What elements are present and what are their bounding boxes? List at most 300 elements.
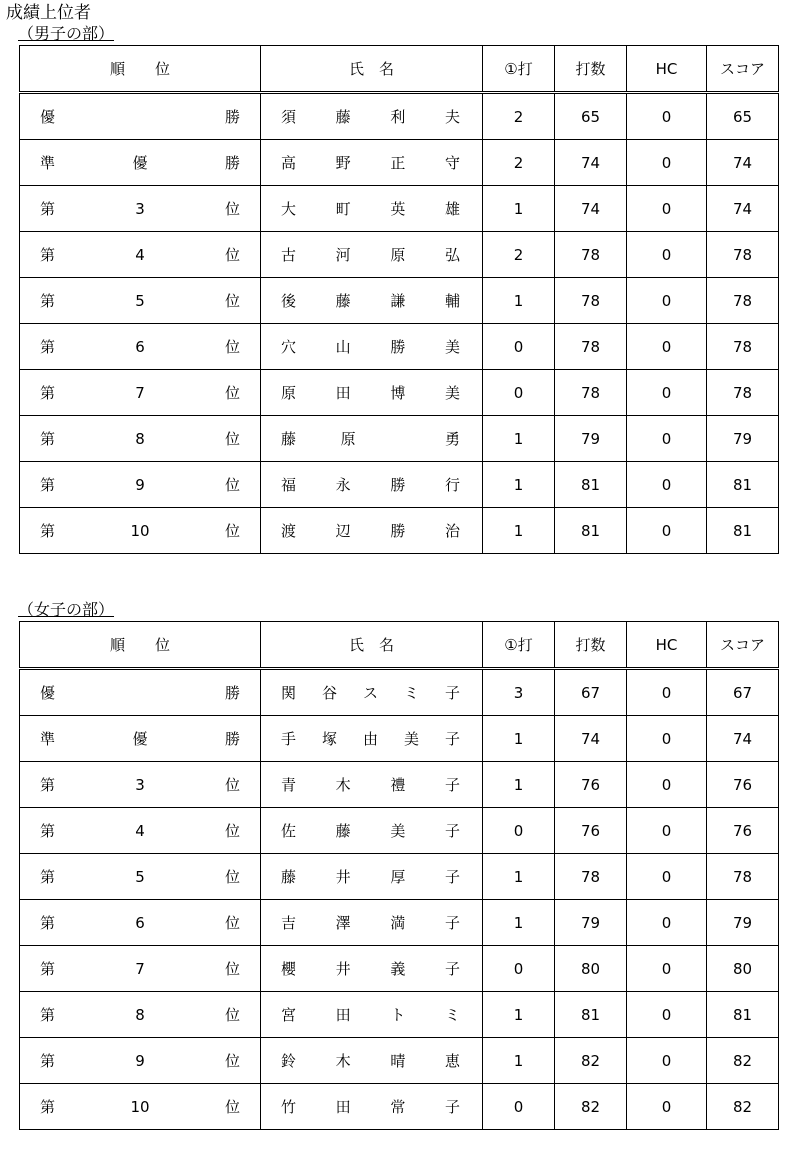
score-cell: 67 xyxy=(707,669,779,716)
rank-part: 位 xyxy=(224,868,240,886)
first-hole-cell: 2 xyxy=(483,140,555,186)
strokes-header: 打数 xyxy=(555,46,627,93)
rank-part: 第 xyxy=(40,1052,56,1070)
rank-cell xyxy=(20,462,261,508)
rank-part: 8 xyxy=(135,429,145,448)
score-cell: 76 xyxy=(707,762,779,808)
table-row xyxy=(20,808,779,854)
name-header: 氏 名 xyxy=(261,46,483,93)
player-name-char: 古 xyxy=(281,246,297,264)
player-name-char: 勝 xyxy=(390,338,406,356)
player-name-cell xyxy=(261,93,483,140)
player-name-char: 渡 xyxy=(281,522,297,540)
player-name-cell xyxy=(261,1084,483,1130)
strokes-cell: 78 xyxy=(555,370,627,416)
player-name-char: 原 xyxy=(390,246,406,264)
rank-header: 順 位 xyxy=(20,622,261,669)
player-name-cell xyxy=(261,232,483,278)
men-table-body xyxy=(20,93,779,554)
player-name-char: 青 xyxy=(281,776,297,794)
rank-part: 勝 xyxy=(224,684,240,702)
rank-cell xyxy=(20,992,261,1038)
player-name-char: ス xyxy=(362,684,378,702)
table-row xyxy=(20,324,779,370)
rank-part: 9 xyxy=(135,475,145,494)
player-name-char: 木 xyxy=(335,1052,351,1070)
player-name-char: 辺 xyxy=(335,522,351,540)
first-hole-cell: 3 xyxy=(483,669,555,716)
strokes-cell: 78 xyxy=(555,324,627,370)
player-name-char: ミ xyxy=(403,684,419,702)
first-hole-header: ①打 xyxy=(483,46,555,93)
rank-part: 位 xyxy=(224,430,240,448)
rank-part: 第 xyxy=(40,246,56,264)
strokes-cell: 79 xyxy=(555,900,627,946)
player-name-char: 河 xyxy=(335,246,351,264)
rank-part: 位 xyxy=(224,1006,240,1024)
player-name-cell xyxy=(261,669,483,716)
score-cell: 79 xyxy=(707,900,779,946)
player-name-char: 守 xyxy=(444,154,460,172)
player-name-char: ト xyxy=(390,1006,406,1024)
player-name-char: 輔 xyxy=(444,292,460,310)
rank-part: 第 xyxy=(40,960,56,978)
player-name-char: 佐 xyxy=(281,822,297,840)
table-row xyxy=(20,669,779,716)
hc-cell: 0 xyxy=(627,278,707,324)
hc-cell: 0 xyxy=(627,232,707,278)
first-hole-cell: 1 xyxy=(483,854,555,900)
strokes-cell: 67 xyxy=(555,669,627,716)
rank-part: 第 xyxy=(40,776,56,794)
player-name-char: 治 xyxy=(444,522,460,540)
rank-part: 第 xyxy=(40,1098,56,1116)
player-name-char: 勇 xyxy=(444,430,460,448)
hc-cell: 0 xyxy=(627,669,707,716)
player-name-char: 恵 xyxy=(444,1052,460,1070)
hc-cell: 0 xyxy=(627,93,707,140)
player-name-char: 厚 xyxy=(390,868,406,886)
rank-part: 第 xyxy=(40,384,56,402)
score-cell: 78 xyxy=(707,232,779,278)
rank-part: 位 xyxy=(224,1052,240,1070)
rank-cell xyxy=(20,232,261,278)
score-cell: 78 xyxy=(707,370,779,416)
table-row xyxy=(20,508,779,554)
player-name-char: 子 xyxy=(444,684,460,702)
hc-cell: 0 xyxy=(627,762,707,808)
rank-cell xyxy=(20,900,261,946)
hc-cell: 0 xyxy=(627,992,707,1038)
player-name-char: 藤 xyxy=(335,822,351,840)
score-cell: 76 xyxy=(707,808,779,854)
player-name-char: 正 xyxy=(390,154,406,172)
player-name-char: 藤 xyxy=(335,292,351,310)
player-name-cell xyxy=(261,992,483,1038)
player-name-char: 弘 xyxy=(444,246,460,264)
player-name-char: 澤 xyxy=(335,914,351,932)
player-name-char: 晴 xyxy=(390,1052,406,1070)
rank-cell xyxy=(20,140,261,186)
table-row xyxy=(20,462,779,508)
rank-part: 5 xyxy=(135,867,145,886)
first-hole-cell: 2 xyxy=(483,232,555,278)
rank-cell xyxy=(20,278,261,324)
player-name-char: 井 xyxy=(335,868,351,886)
rank-part: 第 xyxy=(40,914,56,932)
rank-part: 優 xyxy=(40,684,56,702)
table-row xyxy=(20,854,779,900)
rank-part: 準 xyxy=(40,730,56,748)
strokes-cell: 79 xyxy=(555,416,627,462)
player-name-cell xyxy=(261,716,483,762)
hc-cell: 0 xyxy=(627,186,707,232)
rank-part: 7 xyxy=(135,959,145,978)
rank-part: 準 xyxy=(40,154,56,172)
rank-part: 位 xyxy=(224,914,240,932)
first-hole-cell: 1 xyxy=(483,1038,555,1084)
player-name-cell xyxy=(261,508,483,554)
rank-cell xyxy=(20,370,261,416)
rank-cell xyxy=(20,854,261,900)
player-name-char: 雄 xyxy=(444,200,460,218)
player-name-char: 行 xyxy=(444,476,460,494)
table-row xyxy=(20,946,779,992)
rank-part: 10 xyxy=(130,521,150,540)
strokes-cell: 82 xyxy=(555,1084,627,1130)
first-hole-cell: 1 xyxy=(483,416,555,462)
women-table-body xyxy=(20,669,779,1130)
score-cell: 82 xyxy=(707,1038,779,1084)
table-header-row xyxy=(20,622,779,669)
strokes-cell: 81 xyxy=(555,462,627,508)
player-name-char: 博 xyxy=(390,384,406,402)
hc-cell: 0 xyxy=(627,416,707,462)
player-name-char: 田 xyxy=(335,384,351,402)
first-hole-cell: 0 xyxy=(483,370,555,416)
rank-part: 優 xyxy=(132,154,148,172)
score-cell: 81 xyxy=(707,992,779,1038)
table-row xyxy=(20,900,779,946)
strokes-cell: 78 xyxy=(555,278,627,324)
strokes-cell: 80 xyxy=(555,946,627,992)
hc-cell: 0 xyxy=(627,370,707,416)
first-hole-cell: 1 xyxy=(483,462,555,508)
rank-cell xyxy=(20,508,261,554)
strokes-cell: 74 xyxy=(555,140,627,186)
rank-part: 位 xyxy=(224,776,240,794)
hc-cell: 0 xyxy=(627,462,707,508)
first-hole-cell: 1 xyxy=(483,186,555,232)
hc-cell: 0 xyxy=(627,854,707,900)
player-name-char: 原 xyxy=(281,384,297,402)
first-hole-cell: 1 xyxy=(483,508,555,554)
first-hole-header: ①打 xyxy=(483,622,555,669)
player-name-char: 野 xyxy=(335,154,351,172)
strokes-cell: 76 xyxy=(555,808,627,854)
first-hole-cell: 1 xyxy=(483,278,555,324)
rank-cell xyxy=(20,186,261,232)
player-name-char: 竹 xyxy=(281,1098,297,1116)
rank-part: 6 xyxy=(135,913,145,932)
table-row xyxy=(20,716,779,762)
player-name-char: 美 xyxy=(444,384,460,402)
rank-part: 優 xyxy=(132,730,148,748)
rank-part: 位 xyxy=(224,1098,240,1116)
table-row xyxy=(20,278,779,324)
player-name-char: 木 xyxy=(335,776,351,794)
player-name-char: 利 xyxy=(390,108,406,126)
rank-part: 5 xyxy=(135,291,145,310)
rank-part: 4 xyxy=(135,245,145,264)
player-name-char: 原 xyxy=(340,430,356,448)
player-name-cell xyxy=(261,1038,483,1084)
rank-part: 勝 xyxy=(224,108,240,126)
rank-cell xyxy=(20,1038,261,1084)
player-name-cell xyxy=(261,946,483,992)
first-hole-cell: 0 xyxy=(483,324,555,370)
rank-cell xyxy=(20,762,261,808)
hc-cell: 0 xyxy=(627,508,707,554)
rank-part: 第 xyxy=(40,522,56,540)
first-hole-cell: 1 xyxy=(483,900,555,946)
score-cell: 78 xyxy=(707,854,779,900)
player-name-char: 子 xyxy=(444,822,460,840)
strokes-cell: 74 xyxy=(555,716,627,762)
strokes-cell: 65 xyxy=(555,93,627,140)
table-row xyxy=(20,1038,779,1084)
rank-part: 10 xyxy=(130,1097,150,1116)
hc-cell: 0 xyxy=(627,1084,707,1130)
player-name-char: 謙 xyxy=(390,292,406,310)
player-name-cell xyxy=(261,370,483,416)
player-name-char: 美 xyxy=(390,822,406,840)
strokes-header: 打数 xyxy=(555,622,627,669)
player-name-cell xyxy=(261,462,483,508)
rank-part: 位 xyxy=(224,292,240,310)
rank-part: 第 xyxy=(40,822,56,840)
player-name-char: 勝 xyxy=(390,522,406,540)
player-name-char: 吉 xyxy=(281,914,297,932)
strokes-cell: 74 xyxy=(555,186,627,232)
score-cell: 65 xyxy=(707,93,779,140)
rank-part: 位 xyxy=(224,200,240,218)
women-results-table xyxy=(19,621,779,1130)
strokes-cell: 82 xyxy=(555,1038,627,1084)
player-name-cell xyxy=(261,416,483,462)
rank-part: 第 xyxy=(40,1006,56,1024)
rank-part: 6 xyxy=(135,337,145,356)
table-row xyxy=(20,762,779,808)
player-name-char: 英 xyxy=(390,200,406,218)
score-cell: 78 xyxy=(707,324,779,370)
hc-cell: 0 xyxy=(627,324,707,370)
player-name-char: 満 xyxy=(390,914,406,932)
first-hole-cell: 1 xyxy=(483,762,555,808)
rank-part: 7 xyxy=(135,383,145,402)
rank-part: 第 xyxy=(40,430,56,448)
player-name-cell xyxy=(261,140,483,186)
player-name-char: 美 xyxy=(403,730,419,748)
score-cell: 78 xyxy=(707,278,779,324)
first-hole-cell: 1 xyxy=(483,992,555,1038)
rank-part: 第 xyxy=(40,868,56,886)
player-name-char: 子 xyxy=(444,914,460,932)
score-cell: 79 xyxy=(707,416,779,462)
strokes-cell: 81 xyxy=(555,992,627,1038)
hc-cell: 0 xyxy=(627,808,707,854)
player-name-char: 義 xyxy=(390,960,406,978)
player-name-char: 子 xyxy=(444,1098,460,1116)
rank-cell xyxy=(20,1084,261,1130)
rank-part: 第 xyxy=(40,338,56,356)
rank-part: 4 xyxy=(135,821,145,840)
table-row xyxy=(20,370,779,416)
strokes-cell: 81 xyxy=(555,508,627,554)
rank-part: 3 xyxy=(135,775,145,794)
player-name-cell xyxy=(261,278,483,324)
player-name-char: 穴 xyxy=(281,338,297,356)
strokes-cell: 78 xyxy=(555,854,627,900)
men-results-table xyxy=(19,45,779,554)
player-name-char: 塚 xyxy=(321,730,337,748)
score-cell: 81 xyxy=(707,508,779,554)
rank-part: 第 xyxy=(40,292,56,310)
player-name-cell xyxy=(261,854,483,900)
player-name-char: 子 xyxy=(444,868,460,886)
player-name-char: 藤 xyxy=(281,868,297,886)
hc-cell: 0 xyxy=(627,716,707,762)
table-row xyxy=(20,1084,779,1130)
hc-header: HC xyxy=(627,46,707,93)
score-cell: 74 xyxy=(707,140,779,186)
player-name-char: 山 xyxy=(335,338,351,356)
rank-part: 勝 xyxy=(224,154,240,172)
player-name-char: 大 xyxy=(281,200,297,218)
men-section-label: （男子の部） xyxy=(18,24,115,43)
hc-cell: 0 xyxy=(627,946,707,992)
player-name-char: ミ xyxy=(444,1006,460,1024)
rank-part: 優 xyxy=(40,108,56,126)
rank-cell xyxy=(20,416,261,462)
rank-cell xyxy=(20,808,261,854)
table-row xyxy=(20,93,779,140)
rank-part: 位 xyxy=(224,384,240,402)
player-name-char: 井 xyxy=(335,960,351,978)
score-cell: 74 xyxy=(707,716,779,762)
score-header: スコア xyxy=(707,46,779,93)
rank-part: 位 xyxy=(224,522,240,540)
rank-part: 位 xyxy=(224,476,240,494)
player-name-char: 勝 xyxy=(390,476,406,494)
player-name-char: 宮 xyxy=(281,1006,297,1024)
rank-cell xyxy=(20,946,261,992)
score-cell: 80 xyxy=(707,946,779,992)
score-header: スコア xyxy=(707,622,779,669)
player-name-char: 関 xyxy=(281,684,297,702)
player-name-char: 谷 xyxy=(321,684,337,702)
table-row xyxy=(20,416,779,462)
rank-part: 位 xyxy=(224,960,240,978)
first-hole-cell: 2 xyxy=(483,93,555,140)
rank-part: 9 xyxy=(135,1051,145,1070)
player-name-char: 手 xyxy=(281,730,297,748)
rank-part: 3 xyxy=(135,199,145,218)
rank-part: 8 xyxy=(135,1005,145,1024)
hc-cell: 0 xyxy=(627,900,707,946)
rank-cell xyxy=(20,93,261,140)
player-name-char: 子 xyxy=(444,776,460,794)
page-title: 成績上位者 xyxy=(6,3,91,23)
player-name-char: 町 xyxy=(335,200,351,218)
player-name-char: 田 xyxy=(335,1006,351,1024)
player-name-char: 後 xyxy=(281,292,297,310)
player-name-cell xyxy=(261,762,483,808)
score-cell: 81 xyxy=(707,462,779,508)
hc-header: HC xyxy=(627,622,707,669)
player-name-char: 須 xyxy=(281,108,297,126)
hc-cell: 0 xyxy=(627,140,707,186)
rank-part: 位 xyxy=(224,246,240,264)
player-name-char: 由 xyxy=(362,730,378,748)
table-row xyxy=(20,232,779,278)
player-name-char: 鈴 xyxy=(281,1052,297,1070)
rank-cell xyxy=(20,324,261,370)
player-name-char: 子 xyxy=(444,730,460,748)
player-name-char: 子 xyxy=(444,960,460,978)
player-name-char: 夫 xyxy=(444,108,460,126)
name-header: 氏 名 xyxy=(261,622,483,669)
strokes-cell: 78 xyxy=(555,232,627,278)
player-name-char: 禮 xyxy=(390,776,406,794)
rank-part: 位 xyxy=(224,338,240,356)
hc-cell: 0 xyxy=(627,1038,707,1084)
score-cell: 82 xyxy=(707,1084,779,1130)
player-name-char: 田 xyxy=(335,1098,351,1116)
table-row xyxy=(20,992,779,1038)
table-row xyxy=(20,140,779,186)
rank-part: 第 xyxy=(40,476,56,494)
player-name-char: 福 xyxy=(281,476,297,494)
rank-part: 勝 xyxy=(224,730,240,748)
table-row xyxy=(20,186,779,232)
player-name-cell xyxy=(261,808,483,854)
score-cell: 74 xyxy=(707,186,779,232)
rank-cell xyxy=(20,716,261,762)
player-name-char: 永 xyxy=(335,476,351,494)
rank-part: 位 xyxy=(224,822,240,840)
player-name-cell xyxy=(261,900,483,946)
rank-cell xyxy=(20,669,261,716)
player-name-char: 藤 xyxy=(335,108,351,126)
women-section-label: （女子の部） xyxy=(18,600,115,619)
player-name-cell xyxy=(261,324,483,370)
player-name-cell xyxy=(261,186,483,232)
first-hole-cell: 0 xyxy=(483,946,555,992)
strokes-cell: 76 xyxy=(555,762,627,808)
first-hole-cell: 0 xyxy=(483,808,555,854)
player-name-char: 藤 xyxy=(281,430,297,448)
table-header-row xyxy=(20,46,779,93)
player-name-char: 高 xyxy=(281,154,297,172)
rank-part: 第 xyxy=(40,200,56,218)
rank-header: 順 位 xyxy=(20,46,261,93)
player-name-char: 常 xyxy=(390,1098,406,1116)
player-name-char: 美 xyxy=(444,338,460,356)
player-name-char: 櫻 xyxy=(281,960,297,978)
first-hole-cell: 0 xyxy=(483,1084,555,1130)
first-hole-cell: 1 xyxy=(483,716,555,762)
